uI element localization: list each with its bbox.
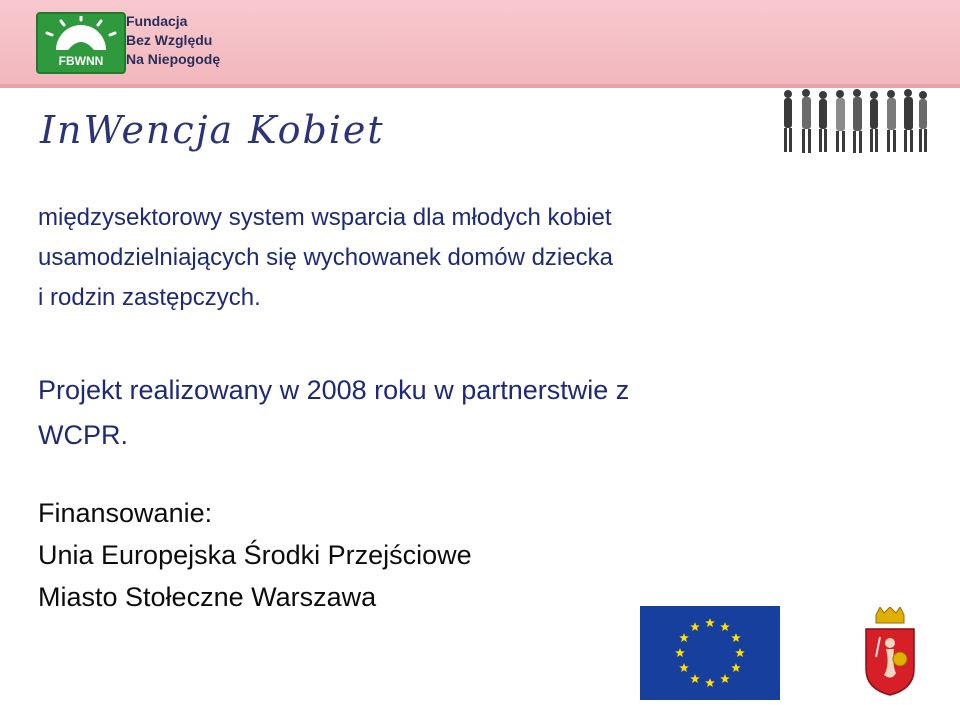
warsaw-crest-icon	[862, 607, 918, 697]
header-band	[0, 0, 960, 88]
organization-name	[126, 12, 220, 69]
org-name-line: Na Niepogodę	[126, 51, 221, 67]
funding-line: Finansowanie:	[38, 498, 213, 528]
project-paragraph	[38, 368, 938, 458]
org-name-line: Bez Względu	[126, 32, 213, 48]
intro-line: międzysektorowy system wsparcia dla młodych kobiet	[38, 204, 612, 231]
fbwnn-logo	[36, 12, 126, 74]
intro-line: i rodzin zastępczych.	[38, 284, 261, 311]
people-group-image	[778, 86, 930, 156]
intro-line: usamodzielniających się wychowanek domów dziecka	[38, 244, 613, 271]
project-logotype: InWencja Kobiet	[40, 108, 385, 152]
project-line: Projekt realizowany w 2008 roku w partnerstwie z	[38, 375, 630, 405]
eu-flag-icon	[640, 606, 780, 700]
project-line: WCPR.	[38, 420, 128, 450]
org-name-line: Fundacja	[126, 13, 188, 29]
sun-logo-icon	[38, 16, 124, 56]
funding-line: Miasto Stołeczne Warszawa	[38, 582, 377, 612]
intro-paragraph	[38, 198, 938, 318]
funding-line: Unia Europejska Środki Przejściowe	[38, 540, 472, 570]
funding-paragraph	[38, 492, 938, 618]
logo-label: FBWNN	[58, 54, 104, 68]
